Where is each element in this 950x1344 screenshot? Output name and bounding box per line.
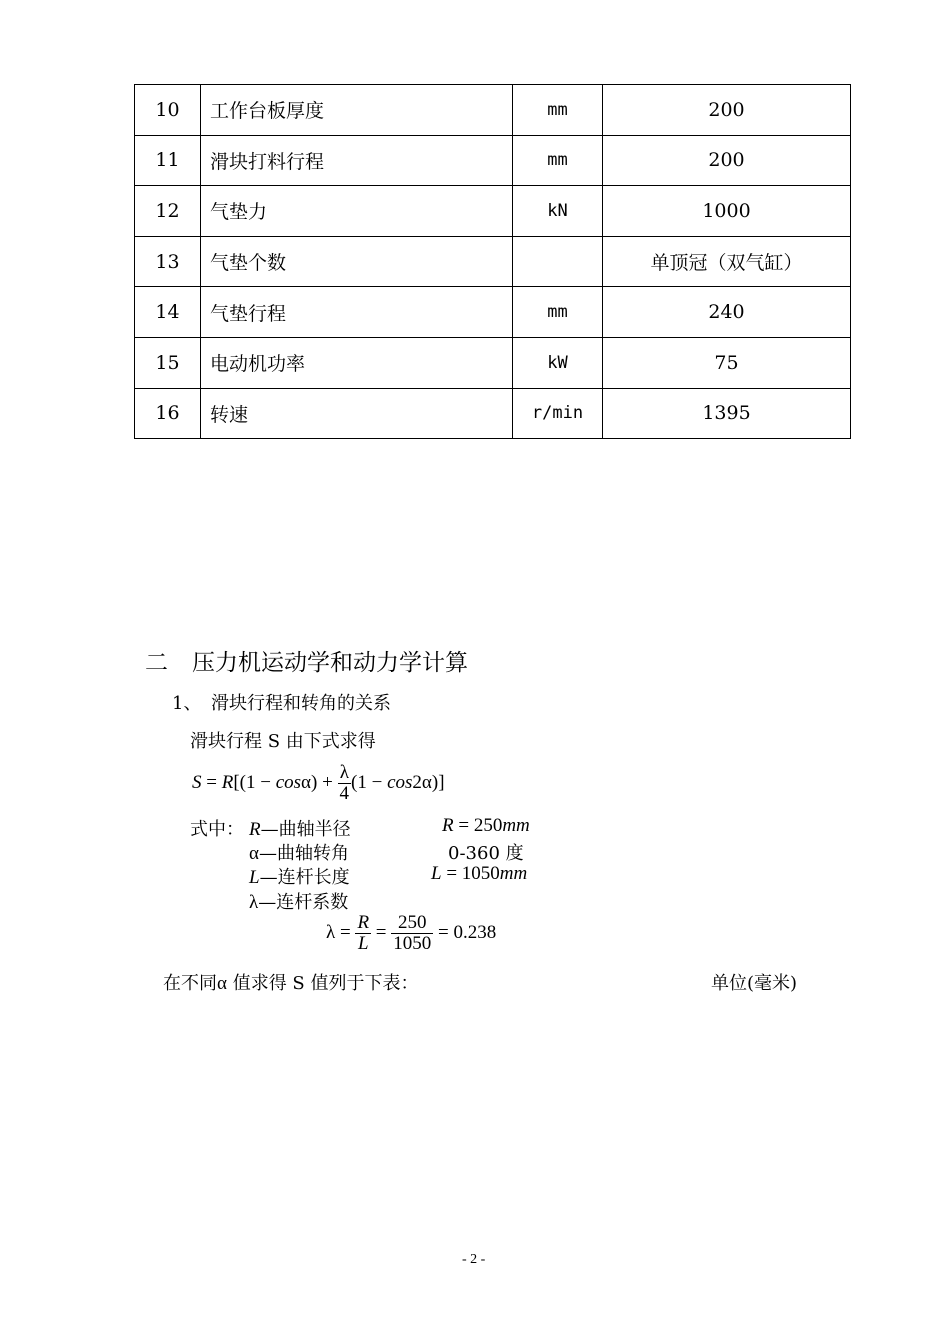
row-value: 240 xyxy=(603,287,851,338)
formula-s-frac-num: λ xyxy=(338,763,352,784)
row-name: 气垫行程 xyxy=(201,287,513,338)
formula-s xyxy=(192,763,445,804)
row-name: 滑块打料行程 xyxy=(201,135,513,186)
section-number: 二 xyxy=(145,650,168,676)
def-value-symbol: L xyxy=(431,863,442,884)
row-number: 13 xyxy=(135,236,201,287)
lambda-eq: = xyxy=(375,921,387,943)
spec-table xyxy=(134,84,851,439)
row-number: 14 xyxy=(135,287,201,338)
def-symbol: α xyxy=(249,843,259,864)
formula-s-alpha: α xyxy=(301,771,311,793)
subsection-title: 滑块行程和转角的关系 xyxy=(211,693,391,714)
row-value: 1395 xyxy=(603,388,851,439)
formula-s-part4: )] xyxy=(431,771,445,793)
formula-s-cos1: cos xyxy=(275,771,302,793)
def-value-symbol: R xyxy=(442,815,454,836)
def-value-number: = 1050 xyxy=(446,863,500,884)
table-intro-post: 值求得 S 值列于下表： xyxy=(226,973,419,994)
formula-s-part1: [(1 − xyxy=(233,771,276,793)
table-intro-alpha: α xyxy=(217,973,227,994)
row-value: 75 xyxy=(603,337,851,388)
row-name: 气垫个数 xyxy=(201,236,513,287)
row-unit: mm xyxy=(513,85,603,136)
lambda-lhs: λ = xyxy=(326,921,351,943)
def-desc: —曲轴转角 xyxy=(258,843,349,864)
formula-lambda xyxy=(326,913,496,954)
lambda-frac-1-num: R xyxy=(357,912,370,933)
lambda-result: = 0.238 xyxy=(438,921,497,943)
page-number: - 2 - xyxy=(462,1252,486,1267)
where-label: 式中： xyxy=(190,819,244,840)
intro-text: 滑块行程 S 由下式求得 xyxy=(190,731,376,752)
row-number: 16 xyxy=(135,388,201,439)
formula-s-lhs: S xyxy=(192,771,202,793)
table-row xyxy=(135,85,851,136)
lambda-frac-2 xyxy=(391,913,433,954)
table-row xyxy=(135,287,851,338)
formula-s-fraction xyxy=(338,763,352,804)
table-row xyxy=(135,388,851,439)
table-row xyxy=(135,186,851,237)
subsection-number: 1、 xyxy=(172,693,202,714)
formula-s-part3: (1 − xyxy=(351,771,388,793)
row-value: 200 xyxy=(603,85,851,136)
table-intro xyxy=(163,969,418,995)
row-number: 15 xyxy=(135,337,201,388)
row-number: 10 xyxy=(135,85,201,136)
row-name: 转速 xyxy=(201,388,513,439)
lambda-frac-2-num: 250 xyxy=(391,913,433,934)
row-unit: kN xyxy=(513,186,603,237)
formula-s-eq: = xyxy=(206,771,217,793)
table-intro-pre: 在不同 xyxy=(163,973,217,994)
row-unit: kW xyxy=(513,337,603,388)
row-value: 单顶冠（双气缸） xyxy=(603,236,851,287)
section-title: 压力机运动学和动力学计算 xyxy=(192,650,468,676)
row-unit: r/min xyxy=(513,388,603,439)
lambda-frac-1-den: L xyxy=(357,932,369,954)
def-desc: —曲轴半径 xyxy=(260,819,351,840)
row-unit xyxy=(513,236,603,287)
formula-s-frac-den: 4 xyxy=(339,782,350,804)
row-name: 电动机功率 xyxy=(201,337,513,388)
unit-note: 单位(毫米) xyxy=(711,973,798,994)
def-row xyxy=(249,863,350,889)
def-value-unit: mm xyxy=(499,863,528,884)
table-row xyxy=(135,337,851,388)
def-value xyxy=(448,839,524,865)
formula-s-part2: ) + xyxy=(311,771,333,793)
def-value xyxy=(431,863,527,885)
def-value-unit: mm xyxy=(502,815,530,836)
formula-s-r: R xyxy=(221,771,234,793)
lambda-frac-1 xyxy=(355,913,371,954)
row-value: 1000 xyxy=(603,186,851,237)
row-number: 12 xyxy=(135,186,201,237)
def-value xyxy=(442,815,530,837)
row-name: 气垫力 xyxy=(201,186,513,237)
row-number: 11 xyxy=(135,135,201,186)
def-desc: —连杆系数 xyxy=(258,892,349,913)
lambda-frac-2-den: 1050 xyxy=(393,932,432,954)
table-row xyxy=(135,135,851,186)
formula-s-two-alpha: 2α xyxy=(412,771,432,793)
row-value: 200 xyxy=(603,135,851,186)
row-name: 工作台板厚度 xyxy=(201,85,513,136)
def-desc: —连杆长度 xyxy=(259,867,350,888)
def-value-number: 0-360 度 xyxy=(448,843,524,864)
def-row xyxy=(249,888,348,914)
def-symbol: R xyxy=(249,819,261,840)
row-unit: mm xyxy=(513,287,603,338)
def-symbol: L xyxy=(249,867,260,888)
def-row xyxy=(249,815,351,841)
row-unit: mm xyxy=(513,135,603,186)
table-row xyxy=(135,236,851,287)
def-row xyxy=(249,839,349,865)
formula-s-cos2: cos xyxy=(387,771,413,793)
def-symbol: λ xyxy=(249,892,259,913)
def-value-number: = 250 xyxy=(458,815,503,836)
